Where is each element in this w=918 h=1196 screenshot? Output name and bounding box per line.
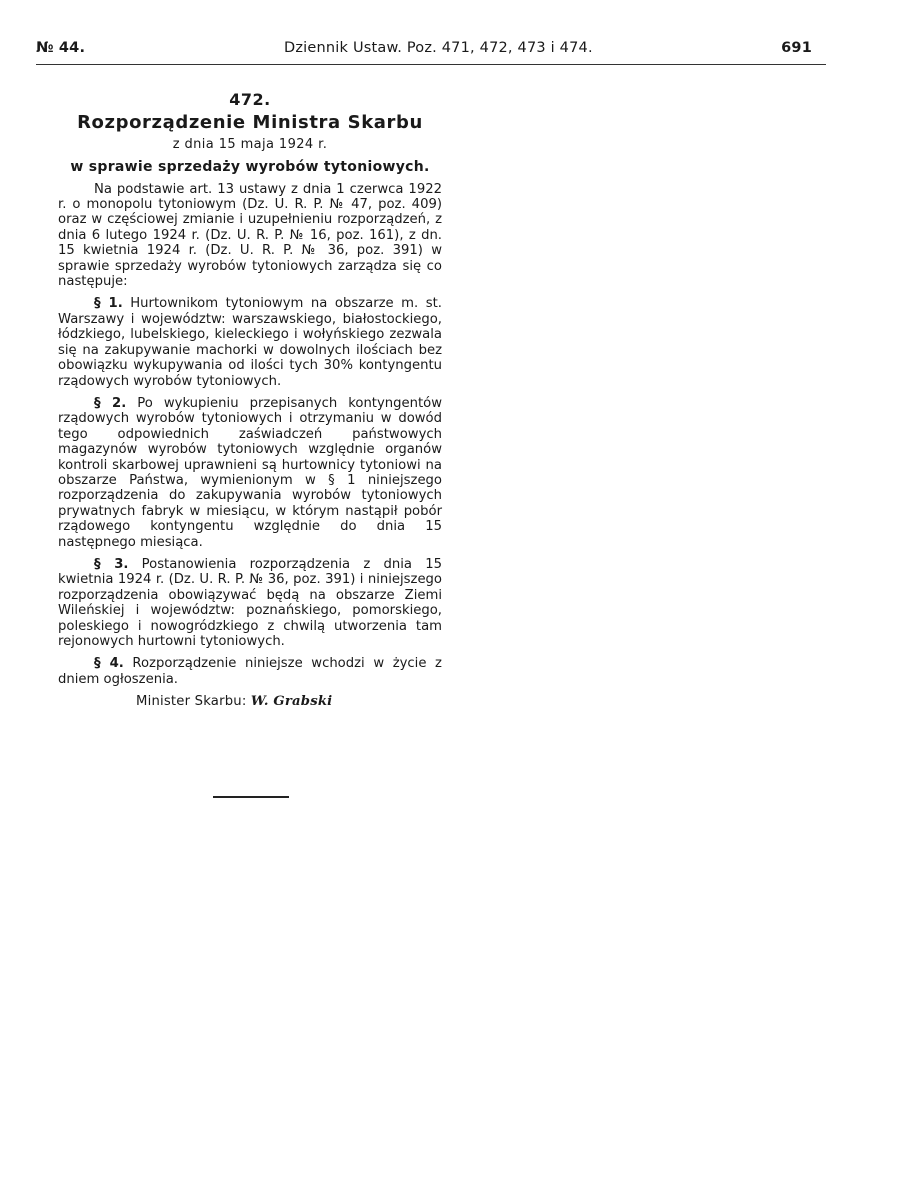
document-date: z dnia 15 maja 1924 r. — [172, 136, 328, 152]
issue-number: № 44. — [36, 40, 86, 56]
signature — [136, 694, 442, 709]
document-title: Rozporządzenie Ministra Skarbu — [77, 112, 423, 134]
page-number: 691 — [781, 40, 812, 56]
page-header — [36, 40, 812, 60]
intro-paragraph: Na podstawie art. 13 ustawy z dnia 1 czerwca 1922 r. o monopolu tytoniowym (Dz. U. R. P. № 47, poz. 409) oraz w częściowej zmianie i uzupełnieniu rozporządzeń, z dnia 6 lutego 1924 r. (Dz. U. R. P. № 16, poz. 161), z dn. 15 kwietnia 1924 r. (Dz. U. R. P. № 36, poz. 391) w sprawie sprzedaży wyrobów tytoniowych zarządza się co następuje: — [58, 181, 442, 290]
section-2 — [58, 396, 442, 550]
document-column — [58, 92, 442, 717]
section-label: § 2. — [94, 395, 127, 411]
section-3 — [58, 557, 442, 649]
header-rule — [36, 64, 826, 65]
document-subject: w sprawie sprzedaży wyrobów tytoniowych. — [70, 159, 430, 176]
section-label: § 3. — [94, 556, 129, 572]
section-text: Rozporządzenie niniejsze wchodzi w życie z dniem ogłoszenia. — [58, 656, 442, 687]
section-text: Hurtownikom tytoniowym na obszarze m. st. Warszawy i województw: warszawskiego, białostockiego, łódzkiego, lubelskiego, kieleckiego i wołyńskiego zezwala się na zakupywanie machorki w dowolnych ilościach bez obowiązku wykupywania od ilości tych 30% kontyngentu rządowych wyrobów tytoniowych. — [58, 296, 442, 389]
signature-label: Minister Skarbu: — [136, 694, 247, 710]
section-4 — [58, 656, 442, 687]
section-text: Postanowienia rozporządzenia z dnia 15 kwietnia 1924 r. (Dz. U. R. P. № 36, poz. 391) i niniejszego rozporządzenia obowiązywać będą na obszarze Ziemi Wileńskiej i województw: poznańskiego, pomorskiego, poleskiego i nowogródzkiego z chwilą utworzenia tam rejonowych hurtowni tytoniowych. — [58, 556, 442, 649]
section-1 — [58, 296, 442, 388]
document-number: 472. — [229, 90, 271, 109]
journal-title: Dziennik Ustaw. Poz. 471, 472, 473 i 474. — [284, 40, 593, 56]
signature-name: W. Grabski — [250, 694, 333, 710]
section-text: Po wykupieniu przepisanych kontyngentów rządowych wyrobów tytoniowych i otrzymaniu w dowód tego odpowiednich zaświadczeń państwowych magazynów wyrobów tytoniowych względnie organów kontroli skarbowej uprawnieni są hurtownicy tytoniowi na obszarze Państwa, wymienionym w § 1 niniejszego rozporządzenia do zakupywania wyrobów tytoniowych prywatnych fabryk w miesiącu, w którym nastąpił pobór rządowego kontyngentu względnie do dnia 15 następnego miesiąca. — [58, 395, 443, 550]
section-label: § 4. — [94, 656, 124, 672]
section-label: § 1. — [94, 296, 123, 312]
end-rule — [213, 796, 289, 798]
